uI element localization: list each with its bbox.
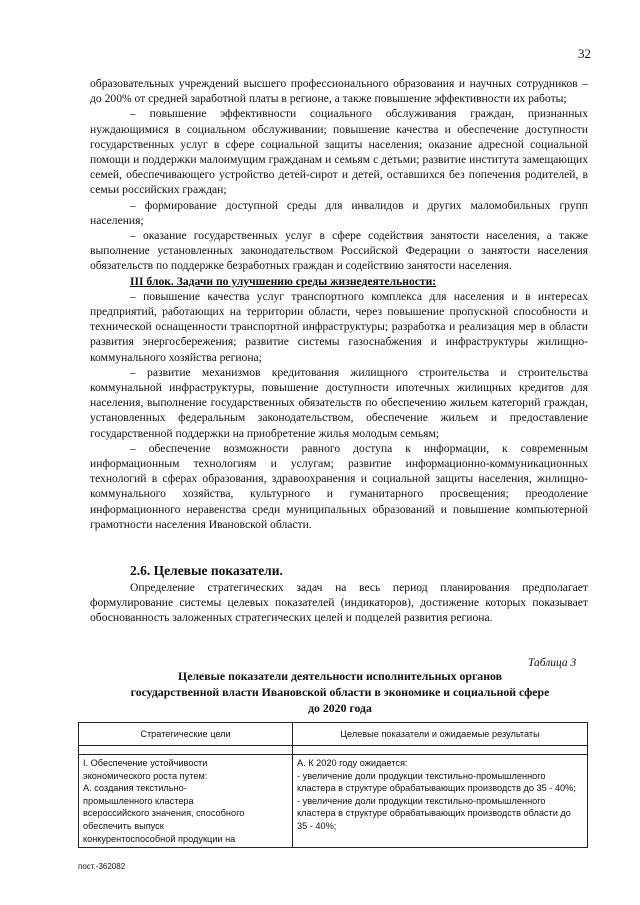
- cell-line: - увеличение доли продукции текстильно-промышленного кластера в структуре обрабатывающих производств до 35 - 40%;: [297, 770, 576, 794]
- paragraph: – обеспечение возможности равного доступа к информации, к современным информационным технологиям и услугам; развитие информационно-коммуникационных технологий в сферах образования, здравоохранения и социальной защиты населения, жилищно-коммунального хозяйства, культурного и гуманитарного просвещения; преодоление информационного неравенства среди муниципальных образований и повышение компьютерной грамотности населения Ивановской области.: [90, 441, 588, 531]
- paragraph: – повышение качества услуг транспортного комплекса для населения и в интересах предприятий, работающих на территории области, через повышение пропускной способности и технической оснащенности транспортной инфраструктуры; разработка и реализация мер в области развития энергосбережения; развитие системы газоснабжения и инфраструктуры жилищно-коммунального хозяйства региона;: [90, 289, 588, 364]
- table-row: [79, 755, 588, 848]
- cell-line: всероссийского значения, способного: [83, 808, 245, 819]
- body-text: [90, 76, 588, 532]
- paragraph: – формирование доступной среды для инвалидов и других маломобильных групп населения;: [90, 198, 588, 227]
- cell-line: - увеличение доли продукции текстильно-промышленного кластера в структуре обрабатывающих производств области до 35 - 40%;: [297, 795, 571, 831]
- table-label: Таблица 3: [528, 657, 577, 669]
- table-header-cell: Целевые показатели и ожидаемые результаты: [293, 723, 588, 746]
- section-title: 2.6. Целевые показатели.: [130, 563, 283, 578]
- table-header-row: [79, 723, 588, 746]
- cell-line: I. Обеспечение устойчивости: [83, 758, 208, 768]
- cell-line: промышленного кластера: [83, 795, 194, 806]
- paragraph: – оказание государственных услуг в сфере содействия занятости населения, а также выполнение установленных законодательством Российской Федерации о занятости населения обязательств по поддержке безработных граждан и содействию занятости населения.: [90, 229, 588, 273]
- table-spacer-row: [79, 746, 588, 755]
- table-title-line: государственной власти Ивановской области в экономике и социальной сфере: [130, 685, 550, 699]
- table-cell: [79, 755, 293, 848]
- table-title-line: Целевые показатели деятельности исполнительных органов: [178, 669, 502, 683]
- cell-line: обеспечить выпуск: [83, 820, 164, 831]
- goals-table: [78, 722, 588, 848]
- cell-line: конкурентоспособной продукции на: [83, 833, 236, 844]
- paragraph: Определение стратегических задач на весь период планирования предполагает формулирование системы целевых показателей (индикаторов), достижение которых показывает обоснованность заложенных стратегических целей и подцелей развития региона.: [90, 581, 588, 625]
- page-number: 32: [578, 46, 591, 61]
- cell-line: А. создания текстильно-: [83, 783, 187, 794]
- table-title: [90, 668, 590, 716]
- paragraph: – повышение эффективности социального обслуживания граждан, признанных нуждающимися в социальном обслуживании; повышение качества и обеспечение доступности государственных услуг в сфере социальной защиты населения; оказание адресной социальной помощи и поддержки малоимущим гражданам и семьям с детьми; развитие института замещающих семей, обеспечивающего устройство детей-сирот и детей, оставшихся без попечения родителей, в семьи российских граждан;: [90, 107, 588, 197]
- table-header-cell: Стратегические цели: [79, 723, 293, 746]
- cell-line: А. К 2020 году ожидается:: [297, 758, 408, 768]
- table-title-line: до 2020 года: [308, 701, 372, 715]
- table-cell: [293, 755, 588, 848]
- cell-line: экономического роста путем:: [83, 770, 208, 781]
- footer-note: пост.-362082: [78, 862, 126, 871]
- paragraph: образовательных учреждений высшего профессионального образования и научных сотрудников – до 200% от средней заработной платы в регионе, а также повышение эффективности их работы;: [90, 77, 588, 106]
- block-heading: III блок. Задачи по улучшению среды жизнедеятельности:: [130, 274, 437, 288]
- section-text: [90, 580, 588, 626]
- paragraph: – развитие механизмов кредитования жилищного строительства и строительства коммунальной инфраструктуры, повышение доступности ипотечных жилищных кредитов для населения, выполнение государственных обязательств по обеспечению жильем категорий граждан, установленных федеральным законодательством, обеспечение жильем и предоставление государственной поддержки на приобретение жилья молодым семьям;: [90, 365, 588, 440]
